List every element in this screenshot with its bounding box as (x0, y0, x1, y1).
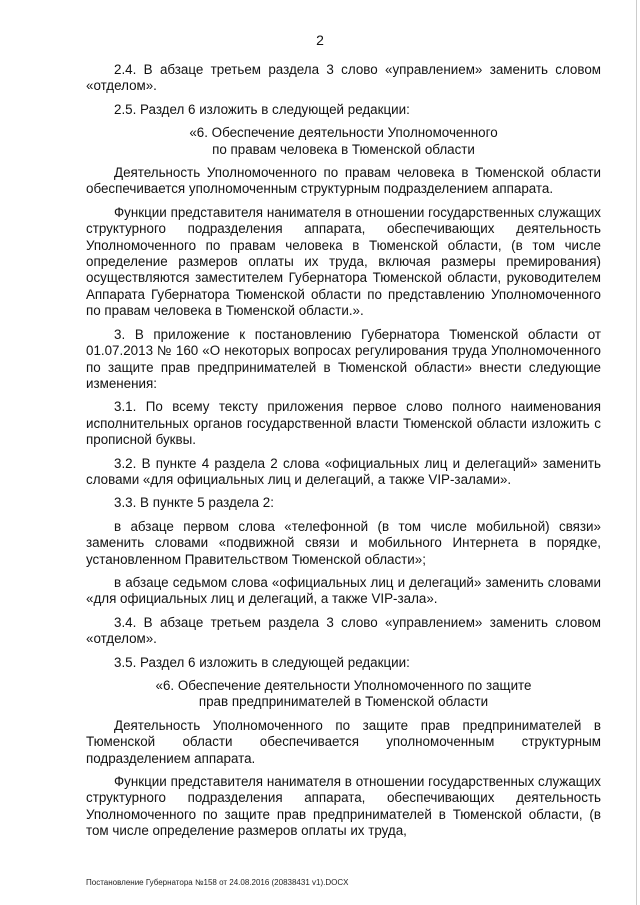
paragraph: Функции представителя нанимателя в отношении государственных служащих структурного подразделения аппарата, обеспечивающих деятельность Уполномоченного по защите прав предпринимателей в Тюменской области, (в том числе определение размеров оплаты их труда, (86, 774, 601, 839)
page-number: 2 (316, 32, 324, 48)
paragraph: Деятельность Уполномоченного по защите прав предпринимателей в Тюменской области обеспечивается уполномоченным структурным подразделением аппарата. (86, 717, 601, 766)
section-heading: «6. Обеспечение деятельности Уполномоченного по защите прав предпринимателей в Тюменской области (155, 678, 532, 710)
paragraph: 3.2. В пункте 4 раздела 2 слова «официальных лиц и делегаций» заменить словами «для официальных лиц и делегаций, а также VIP-залами». (86, 455, 601, 487)
document-footer: Постановление Губернатора №158 от 24.08.2016 (20838431 v1).DOCX (86, 878, 349, 887)
page-edge-line (636, 0, 637, 905)
paragraph: Функции представителя нанимателя в отношении государственных служащих структурного подразделения аппарата, обеспечивающих деятельность Уполномоченного по правам человека в Тюменской области, (в том числе определение размеров оплаты их труда, включая размеры премирования) осуществляются заместителем Губернатора Тюменской области, руководителем Аппарата Губернатора Тюменской области по представлению Уполномоченного по правам человека в Тюменской области.». (86, 204, 601, 319)
paragraph: в абзаце седьмом слова «официальных лиц и делегаций» заменить словами «для официальных лиц и делегаций, а также VIP-зала». (86, 574, 601, 607)
section-heading: «6. Обеспечение деятельности Уполномоченного по правам человека в Тюменской области (189, 125, 498, 157)
paragraph: 2.4. В абзаце третьем раздела 3 слово «управлением» заменить словом «отделом». (86, 62, 601, 94)
paragraph: 3.1. По всему тексту приложения первое слово полного наименования исполнительных органов государственной власти Тюменской области изложить с прописной буквы. (86, 399, 601, 448)
paragraph: Деятельность Уполномоченного по правам человека в Тюменской области обеспечивается уполномоченным структурным подразделением аппарата. (86, 165, 601, 197)
paragraph: 3.4. В абзаце третьем раздела 3 слово «управлением» заменить словом «отделом». (86, 614, 601, 647)
paragraph: 2.5. Раздел 6 изложить в следующей редакции: (114, 101, 410, 117)
paragraph: 3. В приложение к постановлению Губернатора Тюменской области от 01.07.2013 № 160 «О некоторых вопросах регулирования труда Уполномоченного по защите прав предпринимателей в Тюменской области» внести следующие изменения: (86, 326, 601, 391)
paragraph: 3.5. Раздел 6 изложить в следующей редакции: (114, 654, 410, 670)
paragraph: 3.3. В пункте 5 раздела 2: (114, 495, 274, 511)
document-body (86, 62, 601, 847)
paragraph: в абзаце первом слова «телефонной (в том числе мобильной) связи» заменить словами «подвижной связи и мобильного Интернета в порядке, установленном Правительством Тюменской области»; (86, 518, 601, 567)
